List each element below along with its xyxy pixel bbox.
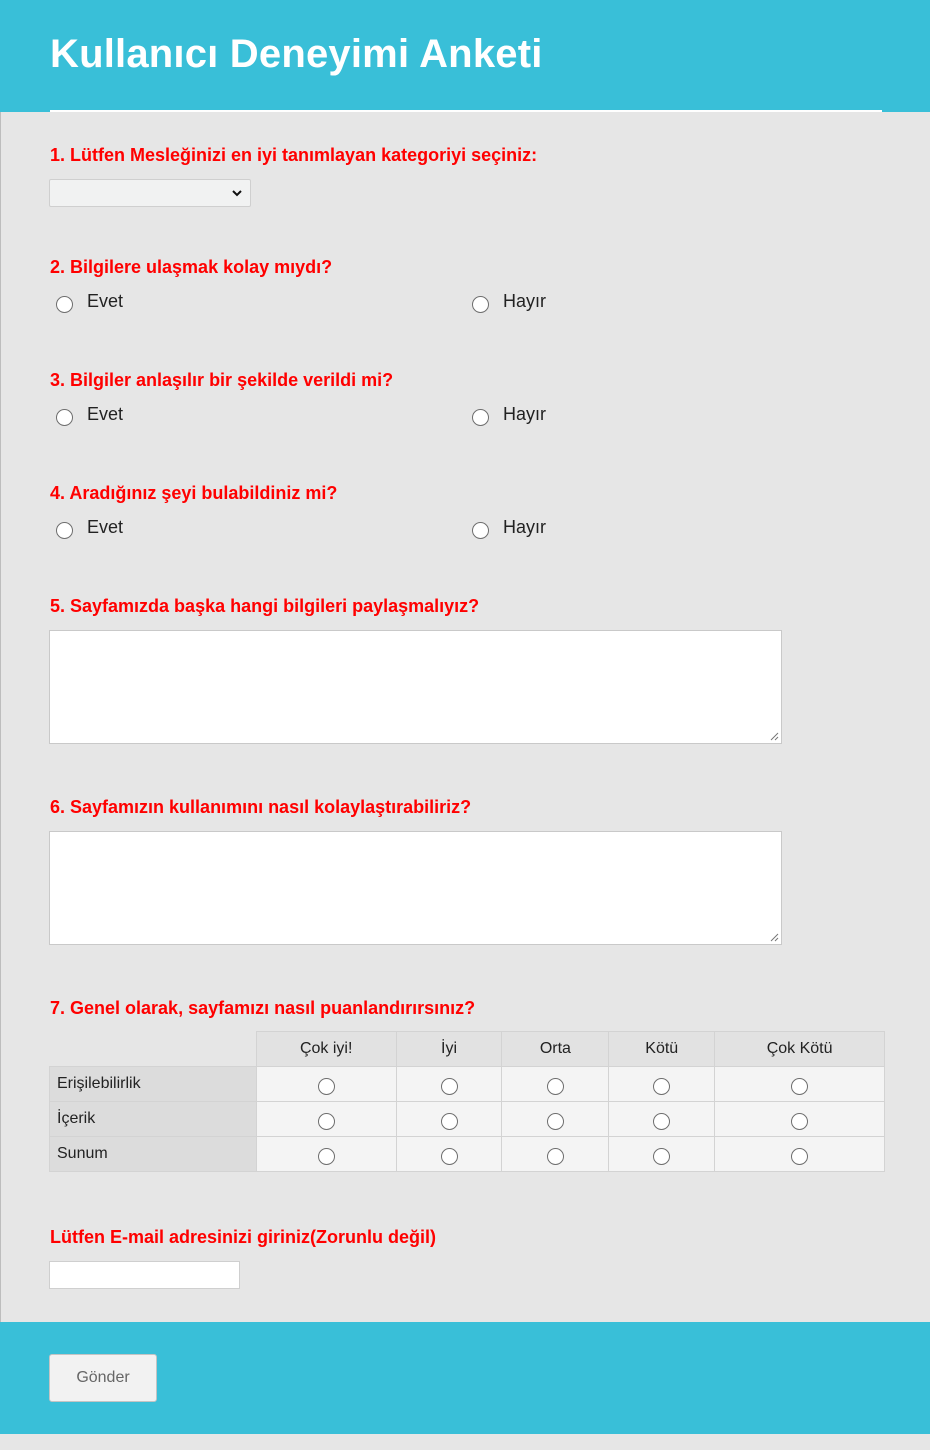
matrix-row-label: Erişilebilirlik (50, 1067, 257, 1102)
occupation-select[interactable] (49, 179, 251, 207)
q4-option-evet-label: Evet (87, 517, 124, 537)
matrix-radio[interactable] (318, 1148, 335, 1165)
q2-option-hayir-label: Hayır (503, 291, 547, 311)
matrix-radio[interactable] (441, 1148, 458, 1165)
matrix-cell (609, 1067, 715, 1102)
matrix-cell (715, 1102, 885, 1137)
email-label: Lütfen E-mail adresinizi giriniz(Zorunlu değil) (50, 1227, 437, 1247)
matrix-column-header: İyi (396, 1032, 502, 1067)
matrix-column-header: Çok Kötü (715, 1032, 885, 1067)
resize-grip-icon[interactable] (769, 932, 779, 942)
matrix-header-row (50, 1032, 885, 1067)
rating-matrix (49, 1031, 885, 1172)
matrix-cell (609, 1102, 715, 1137)
matrix-radio[interactable] (791, 1078, 808, 1095)
q5-textarea[interactable] (49, 630, 782, 744)
q4-option-hayir-label: Hayır (503, 517, 547, 537)
matrix-radio[interactable] (791, 1113, 808, 1130)
chevron-down-icon (231, 187, 243, 199)
matrix-radio[interactable] (318, 1078, 335, 1095)
q4-radio-evet[interactable] (56, 522, 73, 539)
matrix-cell (715, 1137, 885, 1172)
matrix-corner (50, 1032, 257, 1067)
matrix-column-header: Kötü (609, 1032, 715, 1067)
matrix-row (50, 1137, 885, 1172)
q3-option-evet-label: Evet (87, 404, 124, 424)
matrix-cell (396, 1102, 502, 1137)
matrix-cell (715, 1067, 885, 1102)
matrix-radio[interactable] (547, 1113, 564, 1130)
page-left-border (0, 112, 1, 1322)
matrix-cell (396, 1137, 502, 1172)
matrix-radio[interactable] (653, 1113, 670, 1130)
form-header (0, 0, 930, 112)
matrix-cell (396, 1067, 502, 1102)
matrix-row-label: İçerik (50, 1102, 257, 1137)
matrix-column-header: Çok iyi! (256, 1032, 396, 1067)
matrix-radio[interactable] (441, 1078, 458, 1095)
q6-textarea[interactable] (49, 831, 782, 945)
q2-radio-hayir[interactable] (472, 296, 489, 313)
matrix-row (50, 1102, 885, 1137)
matrix-cell (609, 1137, 715, 1172)
matrix-radio[interactable] (791, 1148, 808, 1165)
matrix-cell (256, 1102, 396, 1137)
matrix-cell (502, 1102, 609, 1137)
q2-option-evet-label: Evet (87, 291, 124, 311)
question-2-label: 2. Bilgilere ulaşmak kolay mıydı? (50, 257, 333, 277)
header-divider (50, 110, 882, 112)
submit-button[interactable]: Gönder (49, 1354, 157, 1402)
form-title: Kullanıcı Deneyimi Anketi (50, 32, 543, 76)
matrix-cell (502, 1067, 609, 1102)
matrix-radio[interactable] (547, 1148, 564, 1165)
question-1-label: 1. Lütfen Mesleğinizi en iyi tanımlayan kategoriyi seçiniz: (50, 145, 538, 165)
matrix-radio[interactable] (547, 1078, 564, 1095)
q3-radio-evet[interactable] (56, 409, 73, 426)
resize-grip-icon[interactable] (769, 731, 779, 741)
q2-radio-evet[interactable] (56, 296, 73, 313)
question-4-label: 4. Aradığınız şeyi bulabildiniz mi? (50, 483, 338, 503)
matrix-radio[interactable] (441, 1113, 458, 1130)
matrix-cell (256, 1137, 396, 1172)
matrix-cell (502, 1137, 609, 1172)
matrix-radio[interactable] (653, 1148, 670, 1165)
question-6-label: 6. Sayfamızın kullanımını nasıl kolaylaştırabiliriz? (50, 797, 472, 817)
question-3-label: 3. Bilgiler anlaşılır bir şekilde verildi mi? (50, 370, 394, 390)
matrix-cell (256, 1067, 396, 1102)
email-field[interactable] (49, 1261, 240, 1289)
matrix-column-header: Orta (502, 1032, 609, 1067)
q3-option-hayir-label: Hayır (503, 404, 547, 424)
matrix-row-label: Sunum (50, 1137, 257, 1172)
matrix-row (50, 1067, 885, 1102)
question-5-label: 5. Sayfamızda başka hangi bilgileri paylaşmalıyız? (50, 596, 480, 616)
q3-radio-hayir[interactable] (472, 409, 489, 426)
matrix-radio[interactable] (653, 1078, 670, 1095)
form-footer (0, 1322, 930, 1434)
question-7-label: 7. Genel olarak, sayfamızı nasıl puanlandırırsınız? (50, 998, 476, 1018)
q4-radio-hayir[interactable] (472, 522, 489, 539)
matrix-radio[interactable] (318, 1113, 335, 1130)
